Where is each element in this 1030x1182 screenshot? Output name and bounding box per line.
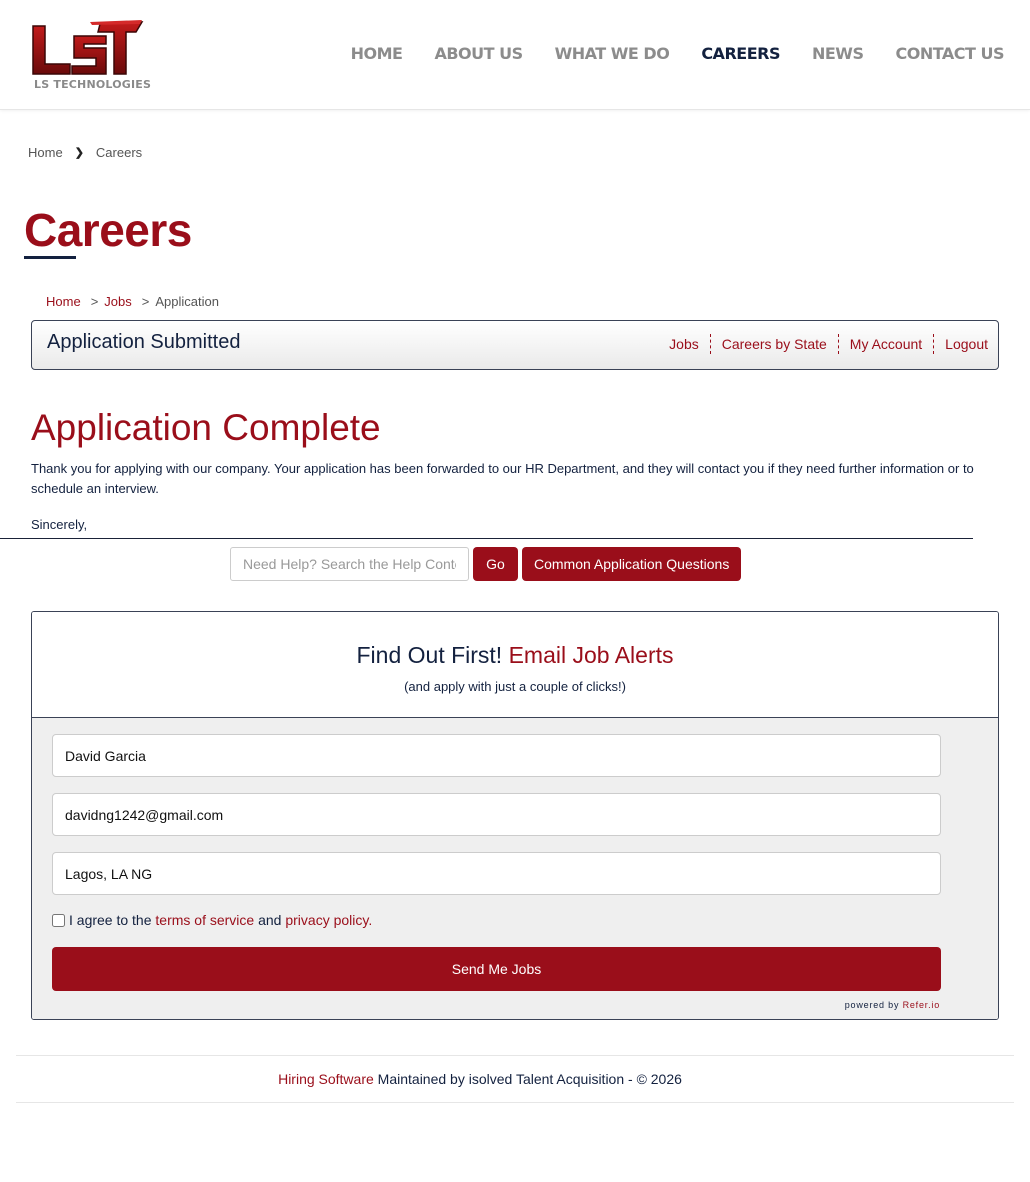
send-me-jobs-button[interactable]: Send Me Jobs <box>52 947 941 991</box>
page-title: Careers <box>24 204 192 256</box>
link-my-account[interactable]: My Account <box>838 334 933 354</box>
divider <box>0 538 973 539</box>
agree-checkbox[interactable] <box>52 914 65 927</box>
nav-careers[interactable]: CAREERS <box>701 44 780 63</box>
job-breadcrumb-jobs[interactable]: Jobs <box>104 294 132 309</box>
link-logout[interactable]: Logout <box>933 334 988 354</box>
title-underline <box>24 256 76 259</box>
application-complete-heading: Application Complete <box>31 407 381 448</box>
breadcrumb-current: Careers <box>95 145 143 160</box>
location-field[interactable] <box>52 852 941 895</box>
breadcrumb-separator: > <box>141 294 150 309</box>
job-alerts-box <box>31 611 999 1020</box>
lst-logo[interactable] <box>30 18 152 92</box>
job-alerts-subtitle: (and apply with just a couple of clicks!) <box>404 679 626 694</box>
site-footer <box>16 1055 1014 1103</box>
agree-prefix: I agree to the <box>69 912 152 928</box>
status-title: Application Submitted <box>47 331 241 353</box>
application-complete-message: Thank you for applying with our company. Your application has been forwarded to our HR Department, and they will contact you if they need further information or to schedule an interview. <box>31 461 974 496</box>
powered-by <box>845 1000 940 1010</box>
sincerely-text: Sincerely, <box>31 517 88 532</box>
agree-terms <box>52 912 372 928</box>
job-alerts-form <box>32 718 998 1019</box>
job-alerts-title-accent: Email Job Alerts <box>508 642 674 668</box>
help-search-input[interactable] <box>230 547 469 581</box>
link-careers-by-state[interactable]: Careers by State <box>710 334 838 354</box>
job-breadcrumb-home[interactable]: Home <box>46 294 81 309</box>
terms-of-service-link[interactable]: terms of service <box>155 912 255 928</box>
job-breadcrumb <box>46 294 219 309</box>
link-jobs[interactable]: Jobs <box>669 336 699 352</box>
powered-prefix: powered by <box>844 1000 900 1010</box>
email-field[interactable] <box>52 793 941 836</box>
site-header <box>0 0 1030 110</box>
job-alerts-header <box>32 612 998 718</box>
logo-subtitle: LS TECHNOLOGIES <box>34 78 152 91</box>
footer-text: Maintained by isolved Talent Acquisition - © 2026 <box>377 1071 682 1087</box>
breadcrumb <box>28 145 142 160</box>
nav-news[interactable]: NEWS <box>811 44 864 63</box>
job-alerts-title-plain: Find Out First! <box>356 642 503 668</box>
application-status-bar <box>31 320 999 370</box>
main-nav <box>319 44 1004 63</box>
privacy-policy-link[interactable]: privacy policy. <box>285 912 373 928</box>
logo-mark-icon <box>30 18 145 78</box>
account-links <box>658 334 988 354</box>
nav-home[interactable]: HOME <box>350 44 403 63</box>
common-questions-button[interactable]: Common Application Questions <box>522 547 741 581</box>
refer-io-link[interactable]: Refer.io <box>902 1000 940 1010</box>
chevron-right-icon: ❯ <box>74 147 84 159</box>
agree-and: and <box>258 912 282 928</box>
help-search <box>230 547 741 581</box>
nav-about-us[interactable]: ABOUT US <box>434 44 523 63</box>
go-button[interactable]: Go <box>473 547 518 581</box>
job-alerts-title <box>32 612 998 669</box>
nav-contact-us[interactable]: CONTACT US <box>895 44 1004 63</box>
name-field[interactable] <box>52 734 941 777</box>
nav-what-we-do[interactable]: WHAT WE DO <box>554 44 670 63</box>
hiring-software-link[interactable]: Hiring Software <box>278 1071 374 1087</box>
breadcrumb-separator: > <box>90 294 99 309</box>
breadcrumb-home[interactable]: Home <box>28 145 63 160</box>
job-breadcrumb-current: Application <box>155 294 219 309</box>
